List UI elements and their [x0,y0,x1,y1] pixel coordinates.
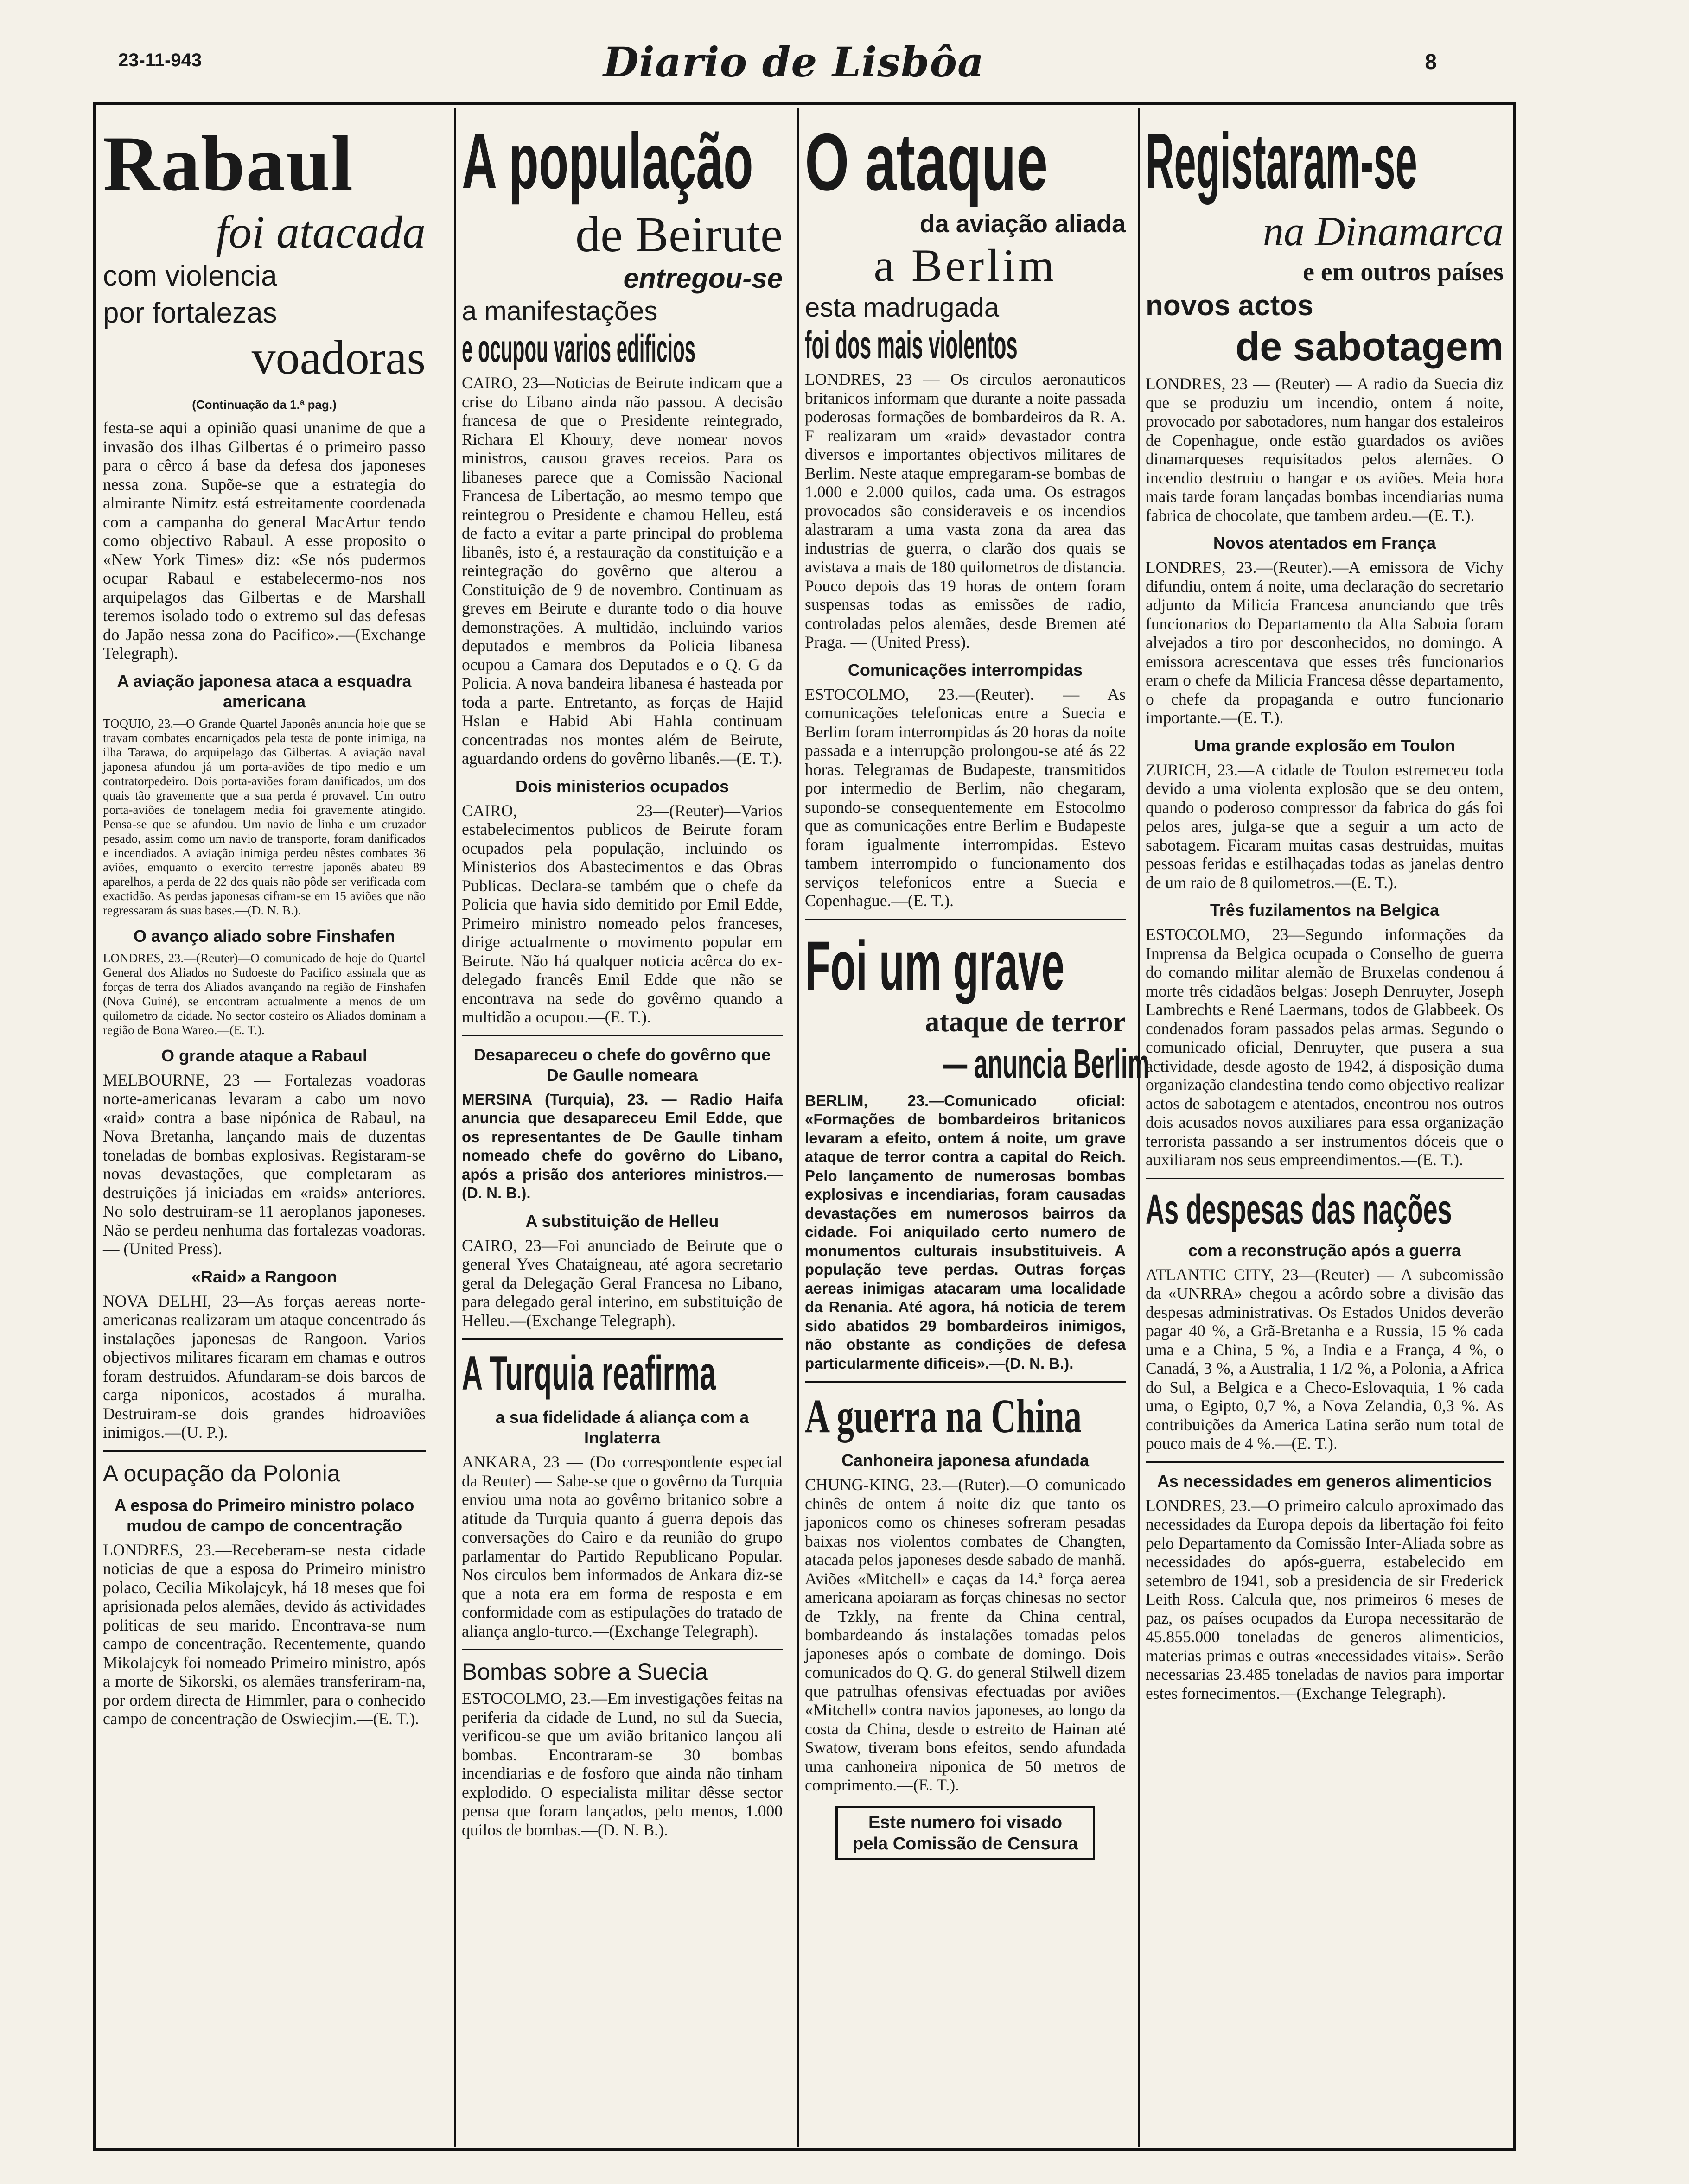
subheading: Uma grande explosão em Toulon [1194,736,1455,755]
subheading: a sua fidelidade á aliança com a Inglaterra [495,1408,749,1447]
censor-line: Este numero foi visado [868,1812,1063,1832]
article-body: LONDRES, 23 — (Reuter) — A radio da Suecia diz que se produziu um incendio, ontem á noite, provocado por sabotadores, num hangar dos estaleiros de Copenhague, onde estão guardados os aviões dinamarqueses requisitados pelos alemães. O incendio destruiu o hangar e os aviões. Meia hora mais tarde foram lançadas bombas incendiarias numa fabrica de chocolate, que tambem ardeu.—(E. T.). [1146,375,1504,525]
headline-o-ataque: O ataque [805,117,1048,208]
column-berlim [797,108,1150,2147]
column-beirute [454,108,788,2147]
deck-ataque-de-terror: ataque de terror [925,1006,1126,1038]
headline-guerra-china: A guerra na China [805,1390,1082,1443]
section-headline: Bombas sobre a Suecia [462,1659,708,1685]
article-body: festa-se aqui a opinião quasi unanime de que a invasão dos ilhas Gilbertas é o primeiro passo para o cêrco á base da defesa dos japoneses nessa zona. Supõe-se que a estrategia do almirante Nimitz está estreitamente coordenada com a campanha do general MacArtur tendo como objectivo Rabaul. A esse proposito o «New York Times» diz: «Se nós pudermos ocupar Rabaul e estabelecermo-nos nos arquipelagos das Gilbertas e de Marshall teremos isolado todo o extremo sul das defesas do Japão nessa zona do Pacifico».—(Exchange Telegraph). [103,419,426,662]
article-body: LONDRES, 23.—(Reuter).—A emissora de Vichy difundiu, ontem á noite, uma declaração do secretario adjunto da Milicia Francesa anunciando que três funcionarios do Departamento da Alta Saboia foram alvejados a tiro por desconhecidos, no domingo. A emissora acrescentava que esses três funcionarios eram o chefe da Milicia Francesa dêsse departamento, o chefe da propaganda e outro funcionario importante.—(E. T.). [1146,558,1504,727]
divider [1146,1178,1504,1179]
censorship-notice [835,1806,1095,1860]
article-body: CAIRO, 23—Foi anunciado de Beirute que o general Yves Chataigneau, até agora secretario geral da Delegação Geral Francesa no Libano, para delegado geral interino, em substituição de Helleu.—(Exchange Telegraph). [462,1236,783,1330]
deck-por-fortalezas: por fortalezas [103,297,277,329]
newspaper-masthead: Diario de Lisbôa [603,38,985,86]
subheading: As necessidades em generos alimenticios [1157,1471,1492,1491]
divider [462,1338,783,1340]
subheading: com a reconstrução após a guerra [1188,1240,1461,1260]
article-body: LONDRES, 23 — Os circulos aeronauticos britanicos informam que durante a noite passada poderosas formações de bombardeiros da R. A. F realizaram um «raid» devastador contra diversos e importantes objectivos militares de Berlim. Neste ataque empregaram-se bombas de 1.000 e 2.000 quilos, cada uma. Os estragos provocados são consideraveis e os incendios alastraram a uma vasta zona da area das industrias de guerra, o clarão dos quais se avistava a mais de 180 quilometros de distancia. Pouco depois das 19 horas de ontem foram suspensas todas as emissões de radio, controladas pelos alemães, desde Bremen até Praga. — (United Press). [805,370,1126,651]
deck-anuncia-berlim: — anuncia Berlim [943,1040,1150,1086]
deck-na-dinamarca: na Dinamarca [1262,209,1504,254]
divider [462,1035,783,1036]
article-body: MERSINA (Turquia), 23. — Radio Haifa anuncia que desapareceu Emil Edde, que os representantes de De Gaulle tinham nomeado chefe do govêrno do Libano, após a prisão dos anteriores ministros.—(D. N. B.). [462,1090,783,1201]
article-body: ESTOCOLMO, 23—Segundo informações da Imprensa da Belgica ocupada o Conselho de guerra do comando militar alemão de Bruxelas condenou á morte três cidadãos belgas: Joseph Denruyter, Joseph Lambrechts e René Laermans, todos de Glabbeek. Os condenados foram passados pelas armas. Segundo o comunicado oficial, Denruyter, que pusera a sua actividade, desde agosto de 1942, á disposição duma organização clandestina tendo como objectivo realizar actos de sabotagem e atentados, encontrou nos outros dois acusados novos auxiliares para essa organização terrorista passando a ser instrumentos dóceis que o auxiliaram nos seus empreendimentos.—(E. T.). [1146,925,1504,1169]
article-body: CAIRO, 23—(Reuter)—Varios estabelecimentos publicos de Beirute foram ocupados pela população, incluindo os Ministerios dos Abastecimentos e das Obras Publicas. Declara-se também que o chefe da Policia que havia sido demitido por Emil Edde, Primeiro ministro nomeado pelos franceses, dirige actualmente o movimento popular em Beirute. Não há qualquer noticia acêrca do ex-delegado francês Emil Edde que não se encontrava na sede do govêrno quando a multidão a ocupou.—(E. T.). [462,801,783,1026]
headline-despesas: As despesas das nações [1146,1186,1452,1233]
divider [805,919,1126,920]
deck-voadoras: voadoras [251,331,426,384]
subheading: Dois ministerios ocupados [515,776,729,796]
article-body: BERLIM, 23.—Comunicado oficial: «Formações de bombardeiros britanicos levaram a efeito, ontem á noite, um grave ataque de terror contra a capital do Reich. Pelo lançamento de numerosas bombas explosivas e incendiarias, foram causadas devastações em numerosos bairros da cidade. Foi aniquilado certo numero de monumentos culturais insubstituiveis. A população teve perdas. Outras forças aereas inimigas atacaram uma localidade da Renania. Até agora, há noticia de terem sido abatidos 29 bombardeiros inimigos, não obstante as condições de defesa particularmente dificeis».—(D. N. B.). [805,1092,1126,1372]
divider [805,1381,1126,1383]
deck-e-ocupou: e ocupou varios edificios [462,327,696,370]
continuation-note: (Continuação da 1.ª pag.) [192,398,337,412]
article-body: LONDRES, 23.—(Reuter)—O comunicado de hoje do Quartel General dos Aliados no Sudoeste do Pacifico assinala que as forças de terra dos Aliados avançando na região de Finshafen (Nova Guiné), se encontram actualmente a menos de um quilometro da cidade. No sector costeiro os Aliados dominam a região de Bona Wareo.—(E. T.). [103,951,426,1037]
deck-de-beirute: de Beirute [575,207,783,262]
subheading: A esposa do Primeiro ministro polaco mudou de campo de concentração [114,1495,414,1535]
deck-com-violencia: com violencia [103,260,277,292]
deck-outros-paises: e em outros países [1303,258,1504,286]
subheading: Três fuzilamentos na Belgica [1210,901,1440,920]
issue-date: 23-11-943 [118,50,202,70]
subheading: O grande ataque a Rabaul [161,1046,368,1065]
page-header [0,0,1587,107]
subheading: A substituição de Helleu [525,1211,719,1231]
subheading: A aviação japonesa ataca a esquadra americana [117,671,412,711]
page-number: 8 [1425,50,1437,74]
headline-rabaul: Rabaul [103,120,354,207]
article-body: TOQUIO, 23.—O Grande Quartel Japonês anuncia hoje que se travam combates encarniçados pela testa de ponte inimiga, na ilha Tarawa, do arquipelago das Gilbertas. A aviação naval japonesa afundou já um porta-aviões de tipo medio e um contratorpedeiro. Dois porta-aviões foram danificados, um dos quais tão gravemente que a sua perda é provavel. Um outro porta-aviões de tonelagem media foi gravemente atingido. Pensa-se que se afundou. Um navio de linha e um cruzador pesado, assim como um navio de transporte, foram danificados e incendiados. A aviação inimiga perdeu nêstes combates 36 aviões, emquanto o exercito terrestre japonês abateu 89 aparelhos, a perda de 22 dos quais não pôde ser verificada com exactidão. As perdas japonesas cifram-se em 15 aviões que não regressaram ás suas bases.—(D. N. B.). [103,716,426,917]
subheading: Novos atentados em França [1213,533,1436,552]
deck-violentos: foi dos mais violentos [805,323,1018,367]
subheading: Comunicações interrompidas [848,660,1083,679]
article-body: ESTOCOLMO, 23.—(Reuter). — As comunicações telefonicas entre a Suecia e Berlim foram interrompidas ás 20 horas da noite passada e a interrupção prolongou-se até ás 22 horas. Telegramas de Budapeste, transmitidos por intermedio de Berlim, não chegaram, supondo-se consequentemente em Estocolmo que as comunicações entre Berlim e Budapeste foram igualmente interrompidas. Estevo tambem interrompido o funcionamento dos serviços telefonicos entre a Suecia e Copenhague.—(E. T.). [805,685,1126,910]
divider [1146,1461,1504,1463]
subheading: «Raid» a Rangoon [191,1267,338,1286]
censor-line: pela Comissão de Censura [853,1834,1078,1854]
deck-de-sabotagem: de sabotagem [1235,324,1504,369]
deck-foi-atacada: foi atacada [216,206,426,258]
deck-entregou-se: entregou-se [623,263,783,294]
article-body: CAIRO, 23—Noticias de Beirute indicam que a crise do Libano ainda não passou. A decisão francesa de que o Presidente reintegrado, Richara El Khoury, deve nomear novos ministros, causou graves receios. Para os libaneses parece que a Comissão Nacional Francesa de Libertação, ao mesmo tempo que reintegrou o Presidente e chamou Helleu, está de facto a evitar a parte principal do problema libanês, isto é, a restauração da constituição e a reintegração do govêrno que alterou a Constituição de 9 de novembro. Continuam as greves em Beirute e durante todo o dia houve demonstrações. A multidão, incluindo varios deputados e membros da Policia libanesa ocupou a Camara dos Deputados e o Q. G da Policia. A nova bandeira libanesa é hasteada por toda a parte. Entretanto, as forças de Hajid Hslan e Habid Abi Hahla continuam concentradas nos montes além de Beirute, aguardando ordens do govêrno libanês.—(E. T.). [462,374,783,768]
section-headline: A ocupação da Polonia [103,1460,340,1486]
article-body: CHUNG-KING, 23.—(Ruter).—O comunicado chinês de ontem á noite diz que tanto os japonicos como os chineses sofreram pesadas baixas nos violentos combates de Changten, atacada pelos japoneses desde sabado de manhã. Aviões «Mitchell» e caças da 14.ª força aerea americana apoiaram as forças chinesas no sector de Tzkly, na frente da China central, bombardeando ás instalações tomadas pelos japoneses após o combate de domingo. Dois comunicados do Q. G. do general Stilwell dizem que patrulhas ofensivas efectuadas por aviões «Mitchell» contra navios japoneses, ao longo da costa da China, desde o estreito de Hainan até Swatow, tiveram bons efeitos, sendo afundada uma canhoneira niponica de 50 metros de comprimento.—(E. T.). [805,1475,1126,1794]
divider [103,1450,426,1452]
divider [462,1649,783,1650]
article-body: LONDRES, 23.—Receberam-se nesta cidade noticias de que a esposa do Primeiro ministro polaco, Cecilia Mikolajcyk, há 18 meses que foi aprisionada pelos alemães, devido ás actividades politicas de seu marido. Encontrava-se num campo de concentração. Recentemente, quando Mikolajcyk foi nomeado Primeiro ministro, após a morte de Sikorski, os alemães transferiram-na, por ordem directa de Himmler, para o conhecido campo de concentração de Oswiecjim.—(E. T.). [103,1540,426,1728]
headline-turquia: A Turquia reafirma [462,1346,716,1400]
article-body: ZURICH, 23.—A cidade de Toulon estremeceu toda devido a uma violenta explosão que se deu ontem, quando o poderoso compressor da fabrica do gás foi pelos ares, julga-se que a seguir a um acto de sabotagem. Ficaram muitas casas destruidas, muitas pessoas feridas e estilhaçadas todas as janelas dentro de um raio de 8 quilometros.—(E. T.). [1146,760,1504,892]
subheading: Canhoneira japonesa afundada [841,1451,1090,1470]
headline-foi-um-grave: Foi um grave [805,926,1065,1004]
subheading: O avanço aliado sobre Finshafen [133,926,395,946]
deck-a-manifestacoes: a manifestações [462,296,658,326]
column-rabaul [97,108,431,2147]
article-body: ATLANTIC CITY, 23—(Reuter) — A subcomissão da «UNRRA» chegou a acôrdo sobre a divisão das despesas administrativas. Os Estados Unidos deverão pagar 40 %, a Grã-Bretanha e a Russia, 15 % cada uma e a China, 5 %, a India e a França, 4 %, o Canadá, 3 %, a Australia, 1 1/2 %, a Polonia, a Africa do Sul, a Belgica e a Checo-Eslovaquia, 1 % cada uma, o Egipto, 0,7 %, a Nova Zelandia, 0,3 %. As contribuições da America Latina serão num total de pouco mais de 4 %.—(E. T.). [1146,1265,1504,1453]
article-body: MELBOURNE, 23 — Fortalezas voadoras norte-americanas levaram a cabo um novo «raid» contra a base nipónica de Rabaul, na Nova Bretanha, lançando mais de duzentas toneladas de bombas explosivas. Registaram-se novas devastações, que completaram as destruições já iniciadas em «raids» anteriores. No solo destruiram-se 11 aeroplanos japoneses. Não se perdeu nenhuma das fortalezas voadoras. — (United Press). [103,1070,426,1258]
headline-a-populacao: A população [462,117,753,205]
article-body: ESTOCOLMO, 23.—Em investigações feitas na periferia da cidade de Lund, no sul da Suecia, verificou-se que um avião britanico lançou ali bombas. Encontraram-se 30 bombas incendiarias e de fosforo que ainda não tinham explodido. O especialista militar dêsse sector pensa que foram lançados, pelo menos, 1.000 quilos de bombas.—(D. N. B.). [462,1689,783,1839]
deck-novos-actos: novos actos [1146,290,1313,322]
deck-a-berlim: a Berlim [873,240,1057,291]
article-body: LONDRES, 23.—O primeiro calculo aproximado das necessidades da Europa depois da libertação foi feito pelo Departamento da Comissão Inter-Aliada sobre as necessidades do após-guerra, estabelecido em setembro de 1941, sob a presidencia de sir Frederick Leith Ross. Calcula que, nos primeiros 6 meses de paz, os países ocupados da Europa necessitarão de 45.855.000 toneladas de generos alimenticios, materias primas e outras «necessidades vitais». Serão necessarias 23.485 toneladas de navios para importar estes fornecimentos.—(Exchange Telegraph). [1146,1496,1504,1702]
deck-da-aviacao: da aviação aliada [919,210,1126,238]
article-body: NOVA DELHI, 23—As forças aereas norte-americanas realizaram um ataque concentrado ás instalações japonesas de Rangoon. Varios objectivos militares ficaram em chamas e outros foram destruidos. Afundaram-se dois barcos de carga niponicos, acostados á muralha. Destruiram-se dois grandes hidroaviões inimigos.—(U. P.). [103,1291,426,1441]
headline-registaram-se: Registaram-se [1146,117,1417,205]
deck-esta-madrugada: esta madrugada [805,292,1000,323]
column-sabotagem [1138,108,1509,2147]
article-body: ANKARA, 23 — (Do correspondente especial da Reuter) — Sabe-se que o govêrno da Turquia enviou uma nota ao govêrno britanico sobre a atitude da Turquia quanto á guerra depois das conversações do Cairo e da reunião do grupo parlamentar do Partido Republicano Popular. Nos circulos bem informados de Ankara diz-se que a nota era em forma de resposta e em conformidade com as estipulações do tratado de aliança anglo-turco.—(Exchange Telegraph). [462,1453,783,1640]
subheading: Desapareceu o chefe do govêrno que De Gaulle nomeara [473,1045,771,1085]
